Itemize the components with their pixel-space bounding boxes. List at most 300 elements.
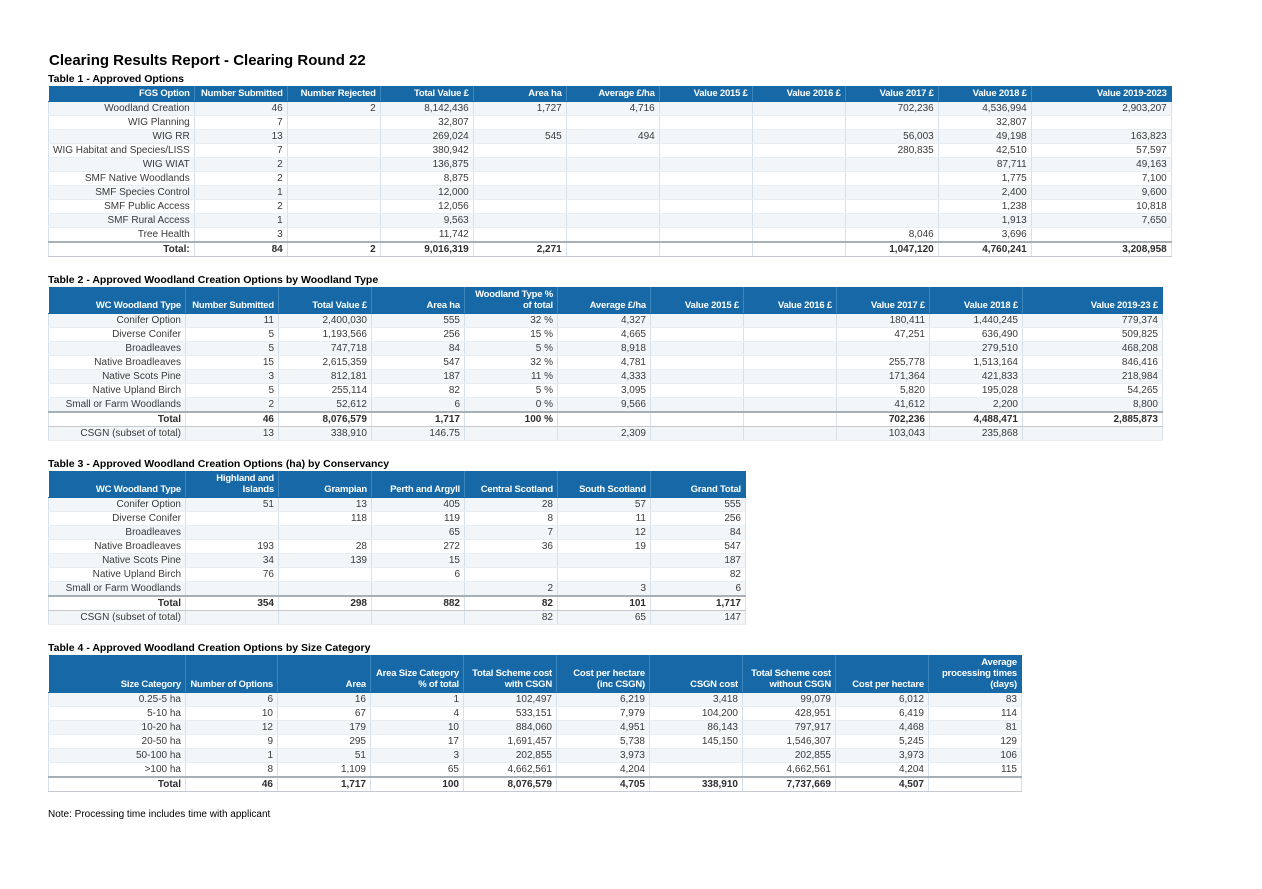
cell: 8 (186, 763, 278, 778)
cell (465, 568, 558, 582)
cell: 533,151 (464, 707, 557, 721)
cell: 65 (372, 526, 465, 540)
cell: 136,875 (380, 158, 473, 172)
cell: 797,917 (743, 721, 836, 735)
cell: 8,918 (558, 342, 651, 356)
table-3-section (48, 458, 1262, 625)
cell: 235,868 (930, 427, 1023, 441)
cell (279, 568, 372, 582)
cell (287, 130, 380, 144)
table-2-section (48, 274, 1262, 441)
cell: 6,219 (557, 693, 650, 707)
cell: 1,717 (651, 596, 746, 611)
column-header: Size Category (49, 655, 186, 693)
row-label: WIG Planning (49, 116, 195, 130)
cell: 13 (279, 498, 372, 512)
cell: 1,238 (938, 200, 1031, 214)
cell: 4,333 (558, 370, 651, 384)
column-header: Grand Total (651, 471, 746, 498)
cell (558, 412, 651, 427)
table-row (49, 314, 1163, 328)
cell: 104,200 (650, 707, 743, 721)
table-row (49, 158, 1172, 172)
cell (659, 228, 752, 243)
cell: 7,979 (557, 707, 650, 721)
table-row (49, 130, 1172, 144)
column-header: Highland and Islands (186, 471, 279, 498)
cell: 7,100 (1031, 172, 1171, 186)
cell: 4,760,241 (938, 242, 1031, 257)
table-row (49, 540, 746, 554)
table-row (49, 582, 746, 597)
cell: 256 (372, 328, 465, 342)
cell (752, 214, 845, 228)
table-row (49, 735, 1022, 749)
cell: 7 (194, 116, 287, 130)
cell: 7,737,669 (743, 777, 836, 792)
column-header: Average processing times (days) (929, 655, 1022, 693)
cell (659, 214, 752, 228)
cell: 32 % (465, 314, 558, 328)
cell (651, 370, 744, 384)
cell: 8,076,579 (279, 412, 372, 427)
cell: 4,951 (557, 721, 650, 735)
table-row (49, 398, 1163, 413)
cell (186, 526, 279, 540)
cell: 100 (371, 777, 464, 792)
cell: 51 (278, 749, 371, 763)
table-row (49, 611, 746, 625)
cell (651, 384, 744, 398)
column-header: Number Submitted (186, 287, 279, 314)
cell (287, 228, 380, 243)
cell: 2,615,359 (279, 356, 372, 370)
cell (744, 356, 837, 370)
header-row (49, 471, 746, 498)
cell: 468,208 (1023, 342, 1163, 356)
cell: 547 (372, 356, 465, 370)
cell: 83 (929, 693, 1022, 707)
cell: 1,047,120 (845, 242, 938, 257)
cell: 4,781 (558, 356, 651, 370)
table-row (49, 721, 1022, 735)
cell: 3,973 (836, 749, 929, 763)
cell: 1,513,164 (930, 356, 1023, 370)
cell: 5,738 (557, 735, 650, 749)
cell: 380,942 (380, 144, 473, 158)
cell: 7,650 (1031, 214, 1171, 228)
cell: 8 (465, 512, 558, 526)
cell: 12 (558, 526, 651, 540)
cell: 101 (558, 596, 651, 611)
cell (752, 172, 845, 186)
cell: 19 (558, 540, 651, 554)
table-4-section (48, 642, 1262, 792)
cell (752, 130, 845, 144)
cell: 1,775 (938, 172, 1031, 186)
cell: 99,079 (743, 693, 836, 707)
table-row (49, 356, 1163, 370)
column-header: Perth and Argyll (372, 471, 465, 498)
cell: 2,400,030 (279, 314, 372, 328)
cell: 187 (372, 370, 465, 384)
table-row (49, 200, 1172, 214)
cell: 636,490 (930, 328, 1023, 342)
row-label: WIG WIAT (49, 158, 195, 172)
cell: 272 (372, 540, 465, 554)
cell (659, 130, 752, 144)
cell: 3,973 (557, 749, 650, 763)
cell: 16 (278, 693, 371, 707)
cell: 180,411 (837, 314, 930, 328)
cell: 3 (194, 228, 287, 243)
table-row (49, 498, 746, 512)
cell (651, 427, 744, 441)
cell: 5 (186, 328, 279, 342)
cell: 9,563 (380, 214, 473, 228)
cell: 34 (186, 554, 279, 568)
cell: 846,416 (1023, 356, 1163, 370)
row-label: SMF Rural Access (49, 214, 195, 228)
header-row (49, 86, 1172, 102)
cell (1031, 116, 1171, 130)
cell: 11 (558, 512, 651, 526)
cell: 295 (278, 735, 371, 749)
cell (929, 777, 1022, 792)
cell (752, 144, 845, 158)
cell (372, 611, 465, 625)
cell (279, 582, 372, 597)
cell: 42,510 (938, 144, 1031, 158)
cell: 5 (186, 342, 279, 356)
table-row (49, 512, 746, 526)
cell: 28 (465, 498, 558, 512)
cell: 0 % (465, 398, 558, 413)
cell (744, 412, 837, 427)
cell: 8,046 (845, 228, 938, 243)
cell: 702,236 (845, 102, 938, 116)
cell: 8,142,436 (380, 102, 473, 116)
cell: 67 (278, 707, 371, 721)
cell (473, 186, 566, 200)
cell (473, 158, 566, 172)
cell: 5 (186, 384, 279, 398)
table-row (49, 707, 1022, 721)
cell: 882 (372, 596, 465, 611)
cell: 6 (651, 582, 746, 597)
cell (651, 342, 744, 356)
row-label: Small or Farm Woodlands (49, 398, 186, 413)
cell (558, 554, 651, 568)
cell (186, 512, 279, 526)
cell: 11 % (465, 370, 558, 384)
column-header: CSGN cost (650, 655, 743, 693)
row-label: Woodland Creation (49, 102, 195, 116)
row-label: Native Broadleaves (49, 356, 186, 370)
cell (1031, 228, 1171, 243)
cell: 779,374 (1023, 314, 1163, 328)
cell: 298 (279, 596, 372, 611)
column-header: Value 2019-23 £ (1023, 287, 1163, 314)
cell: 57 (558, 498, 651, 512)
cell (651, 398, 744, 413)
cell: 13 (194, 130, 287, 144)
column-header: Total Value £ (279, 287, 372, 314)
cell: 812,181 (279, 370, 372, 384)
cell: 193 (186, 540, 279, 554)
column-header: Value 2016 £ (752, 86, 845, 102)
size-category-table (48, 655, 1022, 792)
cell (845, 172, 938, 186)
column-header: Value 2018 £ (930, 287, 1023, 314)
column-header: Central Scotland (465, 471, 558, 498)
column-header: Woodland Type % of total (465, 287, 558, 314)
cell (744, 342, 837, 356)
row-label: Native Upland Birch (49, 568, 186, 582)
row-label: Diverse Conifer (49, 512, 186, 526)
cell: 139 (279, 554, 372, 568)
cell (744, 370, 837, 384)
cell: 280,835 (845, 144, 938, 158)
cell: 3,696 (938, 228, 1031, 243)
cell: 4,507 (836, 777, 929, 792)
row-label: Diverse Conifer (49, 328, 186, 342)
table-row (49, 384, 1163, 398)
cell (845, 214, 938, 228)
cell (659, 200, 752, 214)
cell: 1,109 (278, 763, 371, 778)
report-title: Clearing Results Report - Clearing Round 22 (49, 52, 366, 69)
cell: 1,440,245 (930, 314, 1023, 328)
cell (659, 186, 752, 200)
cell: 36 (465, 540, 558, 554)
table-row (49, 172, 1172, 186)
cell: 2,309 (558, 427, 651, 441)
cell (651, 412, 744, 427)
cell: 195,028 (930, 384, 1023, 398)
cell: 421,833 (930, 370, 1023, 384)
cell (752, 116, 845, 130)
row-label: Tree Health (49, 228, 195, 243)
cell: 46 (194, 102, 287, 116)
table-row (49, 186, 1172, 200)
cell: 9,016,319 (380, 242, 473, 257)
row-label: SMF Native Woodlands (49, 172, 195, 186)
row-label: WIG Habitat and Species/LISS (49, 144, 195, 158)
cell: 3,418 (650, 693, 743, 707)
cell: 747,718 (279, 342, 372, 356)
cell: 1,717 (278, 777, 371, 792)
row-label: Native Broadleaves (49, 540, 186, 554)
table-row (49, 554, 746, 568)
cell: 5 % (465, 384, 558, 398)
cell: 46 (186, 412, 279, 427)
cell: 4,662,561 (743, 763, 836, 778)
cell: 555 (651, 498, 746, 512)
cell (651, 314, 744, 328)
cell: 884,060 (464, 721, 557, 735)
cell: 81 (929, 721, 1022, 735)
cell (845, 158, 938, 172)
cell: 65 (371, 763, 464, 778)
cell: 218,984 (1023, 370, 1163, 384)
cell (752, 186, 845, 200)
cell (650, 749, 743, 763)
cell: 338,910 (650, 777, 743, 792)
table-row (49, 144, 1172, 158)
column-header: Area ha (473, 86, 566, 102)
cell: 103,043 (837, 427, 930, 441)
cell: 1,727 (473, 102, 566, 116)
row-label: Total (49, 596, 186, 611)
row-label: 5-10 ha (49, 707, 186, 721)
row-label: >100 ha (49, 763, 186, 778)
column-header: Average £/ha (566, 86, 659, 102)
table-row (49, 228, 1172, 243)
column-header: WC Woodland Type (49, 287, 186, 314)
cell (473, 144, 566, 158)
cell: 106 (929, 749, 1022, 763)
cell (566, 158, 659, 172)
cell (659, 172, 752, 186)
cell: 4,204 (557, 763, 650, 778)
cell (287, 144, 380, 158)
cell: 145,150 (650, 735, 743, 749)
row-label: Broadleaves (49, 526, 186, 540)
row-label: Total: (49, 242, 195, 257)
cell: 9,600 (1031, 186, 1171, 200)
cell: 509,825 (1023, 328, 1163, 342)
column-header: Total Scheme cost with CSGN (464, 655, 557, 693)
cell (566, 116, 659, 130)
cell: 10 (371, 721, 464, 735)
cell: 255,778 (837, 356, 930, 370)
column-header: Grampian (279, 471, 372, 498)
cell: 4,327 (558, 314, 651, 328)
cell: 114 (929, 707, 1022, 721)
row-label: WIG RR (49, 130, 195, 144)
cell (186, 582, 279, 597)
cell: 5,820 (837, 384, 930, 398)
column-header: Value 2019-2023 (1031, 86, 1171, 102)
cell: 82 (651, 568, 746, 582)
cell: 11,742 (380, 228, 473, 243)
cell: 47,251 (837, 328, 930, 342)
cell: 57,597 (1031, 144, 1171, 158)
cell (473, 116, 566, 130)
cell: 49,198 (938, 130, 1031, 144)
cell (566, 144, 659, 158)
table-row (49, 749, 1022, 763)
cell (473, 200, 566, 214)
cell: 147 (651, 611, 746, 625)
cell: 17 (371, 735, 464, 749)
cell (752, 242, 845, 257)
cell: 15 (186, 356, 279, 370)
cell: 1 (371, 693, 464, 707)
cell (650, 763, 743, 778)
cell: 118 (279, 512, 372, 526)
cell (659, 116, 752, 130)
cell: 187 (651, 554, 746, 568)
table-3-caption: Table 3 - Approved Woodland Creation Options (ha) by Conservancy (48, 458, 390, 470)
cell (473, 172, 566, 186)
column-header: FGS Option (49, 86, 195, 102)
cell (473, 214, 566, 228)
cell: 7 (194, 144, 287, 158)
column-header: Average £/ha (558, 287, 651, 314)
cell: 84 (651, 526, 746, 540)
cell: 4,488,471 (930, 412, 1023, 427)
table-row (49, 116, 1172, 130)
cell: 256 (651, 512, 746, 526)
cell (744, 398, 837, 413)
row-label: SMF Public Access (49, 200, 195, 214)
cell (279, 611, 372, 625)
cell: 1 (186, 749, 278, 763)
cell (566, 214, 659, 228)
cell: 2,200 (930, 398, 1023, 413)
cell: 129 (929, 735, 1022, 749)
cell: 494 (566, 130, 659, 144)
cell: 338,910 (279, 427, 372, 441)
approved-options-table (48, 86, 1172, 257)
cell: 1,193,566 (279, 328, 372, 342)
cell: 179 (278, 721, 371, 735)
column-header: Value 2016 £ (744, 287, 837, 314)
row-label: CSGN (subset of total) (49, 611, 186, 625)
cell: 15 % (465, 328, 558, 342)
cell (279, 526, 372, 540)
table-row (49, 427, 1163, 441)
cell: 82 (465, 596, 558, 611)
cell: 5 % (465, 342, 558, 356)
cell: 13 (186, 427, 279, 441)
cell (744, 427, 837, 441)
row-label: Small or Farm Woodlands (49, 582, 186, 597)
cell: 202,855 (743, 749, 836, 763)
cell: 1 (194, 214, 287, 228)
cell: 10,818 (1031, 200, 1171, 214)
cell: 6 (372, 568, 465, 582)
cell: 12 (186, 721, 278, 735)
cell: 8,875 (380, 172, 473, 186)
cell: 255,114 (279, 384, 372, 398)
table-row (49, 342, 1163, 356)
column-header: Area ha (372, 287, 465, 314)
row-label: Total (49, 412, 186, 427)
cell: 4,204 (836, 763, 929, 778)
cell: 76 (186, 568, 279, 582)
cell: 202,855 (464, 749, 557, 763)
column-header: Value 2017 £ (837, 287, 930, 314)
cell: 8,076,579 (464, 777, 557, 792)
total-row (49, 242, 1172, 257)
cell (566, 186, 659, 200)
cell: 28 (279, 540, 372, 554)
row-label: 0.25-5 ha (49, 693, 186, 707)
cell: 269,024 (380, 130, 473, 144)
cell (287, 186, 380, 200)
cell: 32 % (465, 356, 558, 370)
cell: 54,265 (1023, 384, 1163, 398)
cell: 82 (465, 611, 558, 625)
total-row (49, 777, 1022, 792)
table-row (49, 763, 1022, 778)
cell: 12,000 (380, 186, 473, 200)
cell: 46 (186, 777, 278, 792)
row-label: Broadleaves (49, 342, 186, 356)
